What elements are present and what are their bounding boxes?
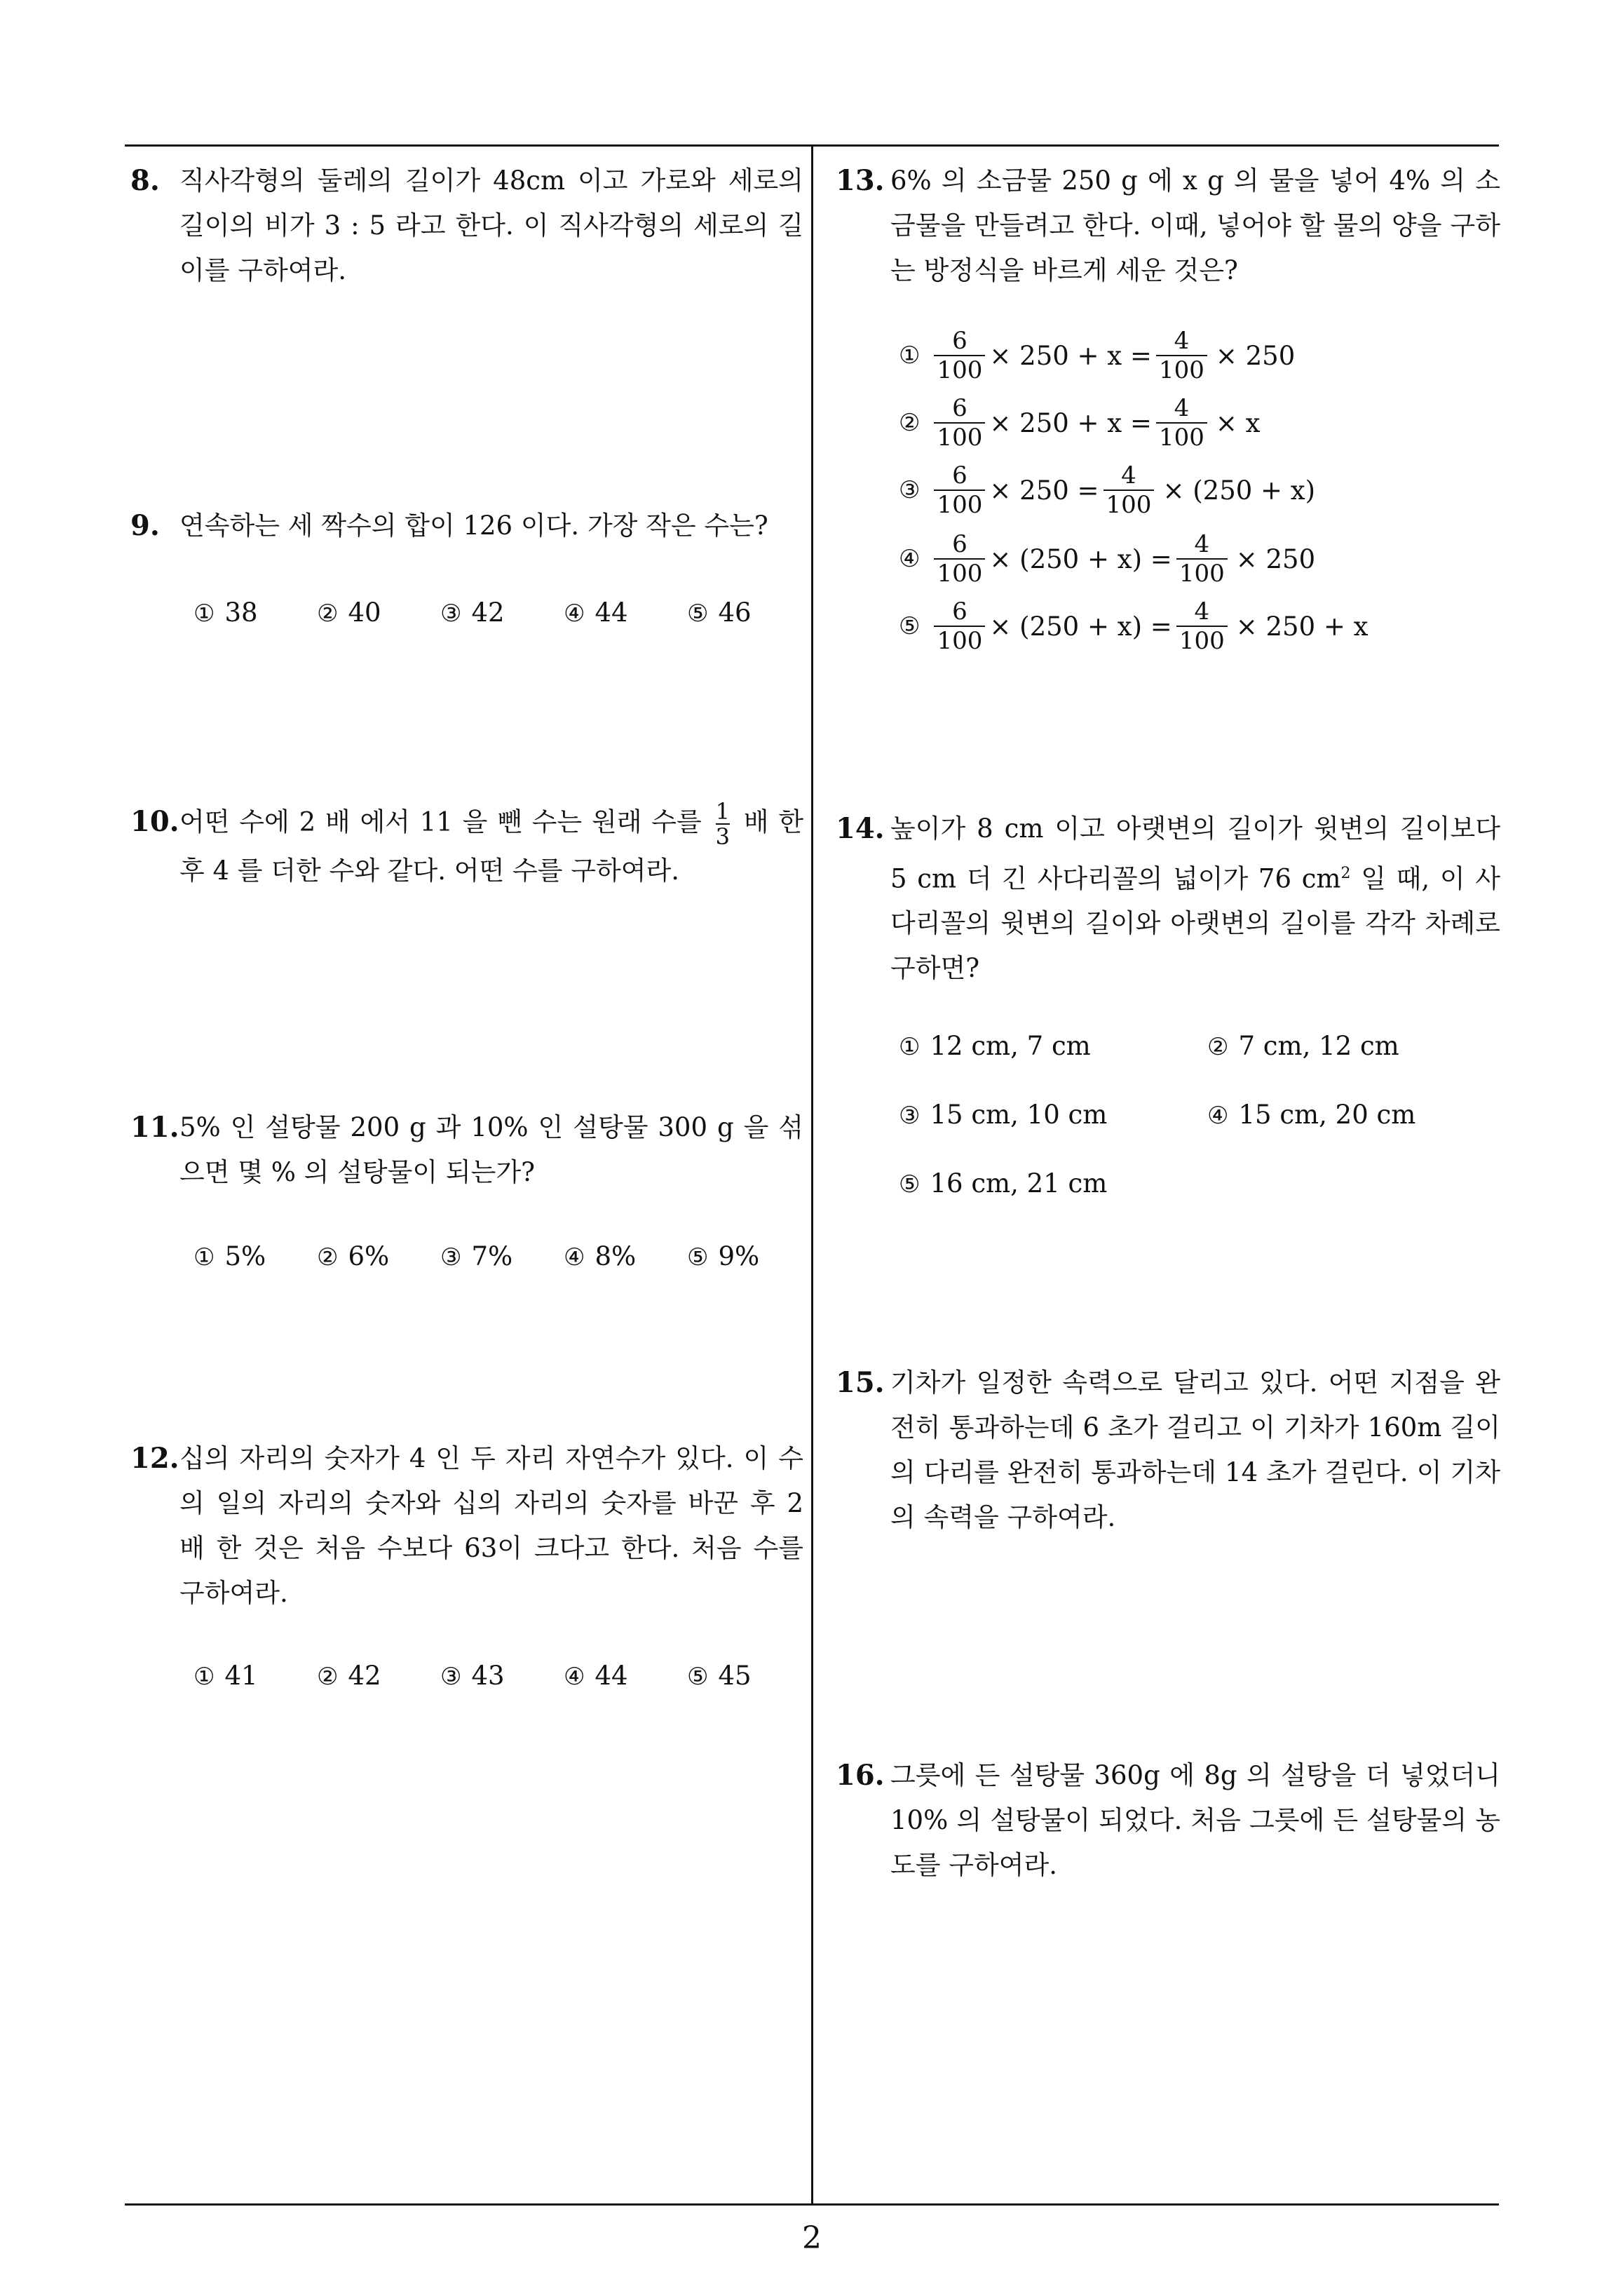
choice-1[interactable]: ① 41: [193, 1661, 258, 1691]
fraction: $\frac{4}{100}$: [1176, 530, 1228, 588]
choice-3[interactable]: ③ 43: [440, 1661, 505, 1691]
question-text: 십의 자리의 숫자가 4 인 두 자리 자연수가 있다. 이 수의 일의 자리의 숫자와 십의 자리의 숫자를 바꾼 후 2 배 한 것은 처음 수보다 63이 크다고 한다. 처음 수를 구하여라.: [179, 1443, 803, 1608]
question-text: 직사각형의 둘레의 길이가 48cm 이고 가로와 세로의 길이의 비가 3 : 5 라고 한다. 이 직사각형의 세로의 길이를 구하여라.: [179, 166, 803, 285]
choice-4[interactable]: ④ 15 cm, 20 cm: [1207, 1100, 1416, 1130]
choice-4[interactable]: ④ 44: [564, 1661, 628, 1691]
question-text: 5% 인 설탕물 200 g 과 10% 인 설탕물 300 g 을 섞으면 몇 % 의 설탕물이 되는가?: [179, 1112, 803, 1187]
choice-4[interactable]: ④ 44: [564, 597, 628, 628]
question-number: 16.: [836, 1759, 885, 1792]
choice-3[interactable]: ③ 7%: [440, 1241, 513, 1271]
choice-2[interactable]: ② 6%: [317, 1241, 390, 1271]
fraction: $\frac{4}{100}$: [1156, 394, 1207, 452]
choice-4[interactable]: ④ $\frac{6}{100}$ × (250 + x) = $\frac{4}{100}$ × 250: [899, 530, 1316, 588]
choice-1[interactable]: ① 12 cm, 7 cm: [899, 1031, 1091, 1061]
fraction: $\frac{6}{100}$: [934, 394, 985, 452]
choice-3[interactable]: ③ 15 cm, 10 cm: [899, 1100, 1108, 1130]
choice-1[interactable]: ① 38: [193, 597, 258, 628]
fraction: $\frac{6}{100}$: [934, 530, 985, 588]
question-number: 13.: [836, 164, 885, 197]
choice-2[interactable]: ② 40: [317, 597, 381, 628]
choice-1[interactable]: ① $\frac{6}{100}$ × 250 + x = $\frac{4}{100}$ × 250: [899, 327, 1296, 384]
question-number: 10.: [130, 805, 179, 838]
fraction: $\frac{6}{100}$: [934, 327, 985, 384]
answer-choices: [193, 1241, 810, 1271]
question-number: 12.: [130, 1442, 179, 1475]
question-text: 그릇에 든 설탕물 360g 에 8g 의 설탕을 더 넣었더니 10% 의 설탕물이 되었다. 처음 그릇에 든 설탕물의 농도를 구하여라.: [890, 1760, 1500, 1880]
choice-5[interactable]: ⑤ 45: [687, 1661, 752, 1691]
question-number: 15.: [836, 1366, 885, 1399]
choice-5[interactable]: ⑤ $\frac{6}{100}$ × (250 + x) = $\frac{4}{100}$ × 250 + x: [899, 597, 1369, 655]
fraction: $\frac{1}{3}$: [715, 798, 730, 850]
choice-5[interactable]: ⑤ 46: [687, 597, 752, 628]
question-text: 6% 의 소금물 250 g 에 x g 의 물을 넣어 4% 의 소금물을 만들려고 한다. 이때, 넣어야 할 물의 양을 구하는 방정식을 바르게 세운 것은?: [890, 166, 1500, 285]
choice-5[interactable]: ⑤ 9%: [687, 1241, 760, 1271]
bottom-rule: [125, 2203, 1499, 2206]
choice-3[interactable]: ③ $\frac{6}{100}$ × 250 = $\frac{4}{100}$ × (250 + x): [899, 461, 1316, 519]
fraction: $\frac{6}{100}$: [934, 461, 985, 519]
question-number: 14.: [836, 812, 885, 845]
question-number: 9.: [130, 509, 160, 542]
choice-2[interactable]: ② $\frac{6}{100}$ × 250 + x = $\frac{4}{100}$ × x: [899, 394, 1261, 452]
fraction: $\frac{6}{100}$: [934, 597, 985, 655]
choice-4[interactable]: ④ 8%: [564, 1241, 637, 1271]
answer-choices: [193, 1661, 810, 1691]
question-number: 8.: [130, 164, 160, 197]
fraction: $\frac{4}{100}$: [1156, 327, 1207, 384]
page-number: 2: [802, 2220, 822, 2256]
question-text: 기차가 일정한 속력으로 달리고 있다. 어떤 지점을 완전히 통과하는데 6 초가 걸리고 이 기차가 160m 길이의 다리를 완전히 통과하는데 14 초가 걸린다. 이 기차의 속력을 구하여라.: [890, 1368, 1500, 1532]
fraction: $\frac{4}{100}$: [1176, 597, 1228, 655]
choice-2[interactable]: ② 7 cm, 12 cm: [1207, 1031, 1399, 1061]
answer-choices: [899, 1031, 1502, 1213]
question-text: 연속하는 세 짝수의 합이 126 이다. 가장 작은 수는?: [179, 511, 768, 541]
question-number: 11.: [130, 1111, 179, 1144]
choice-3[interactable]: ③ 42: [440, 597, 505, 628]
choice-1[interactable]: ① 5%: [193, 1241, 266, 1271]
choice-5[interactable]: ⑤ 16 cm, 21 cm: [899, 1168, 1108, 1198]
question-text: 높이가 8 cm 이고 아랫변의 길이가 윗변의 길이보다 5 cm 더 긴 사다리꼴의 넓이가 76 $cm^2$ 일 때, 이 사다리꼴의 윗변의 길이와 아랫변의 길이를 각각 차례로 구하면?: [890, 813, 1500, 984]
fraction: $\frac{4}{100}$: [1103, 461, 1155, 519]
question-text: 어떤 수에 2 배 에서 11 을 뺀 수는 원래 수를 $\frac{1}{3}$ 배 한 후 4 를 더한 수와 같다. 어떤 수를 구하여라.: [179, 798, 804, 886]
choice-2[interactable]: ② 42: [317, 1661, 381, 1691]
answer-choices: [193, 597, 810, 628]
column-divider: [811, 144, 813, 2205]
